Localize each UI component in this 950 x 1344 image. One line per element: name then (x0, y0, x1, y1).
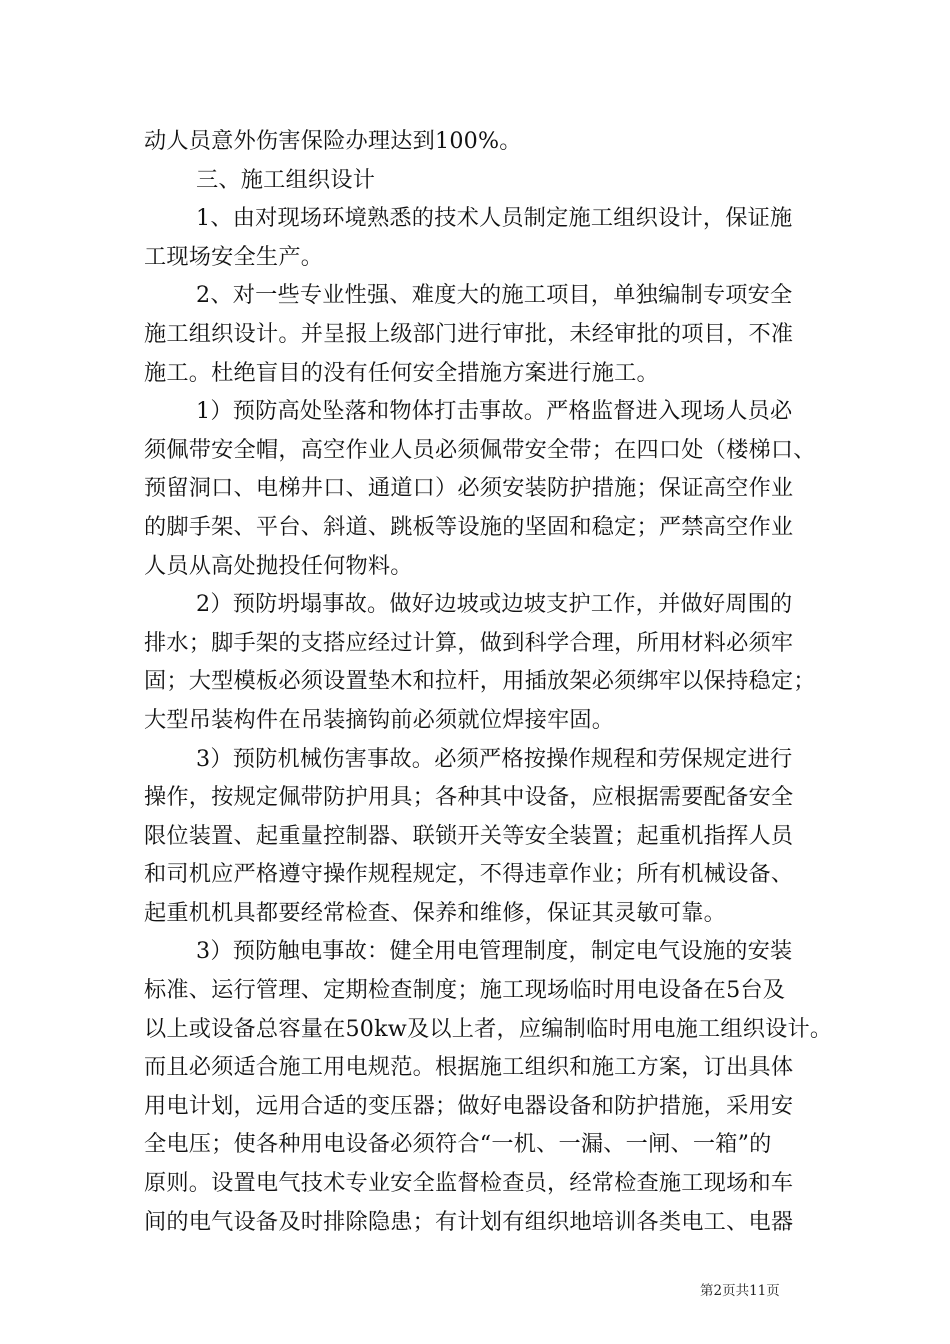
text-line: 人员从高处抛投任何物料。 (144, 552, 413, 579)
text-line: 动人员意外伤害保险办理达到100%。 (144, 128, 522, 154)
text-line: 须佩带安全帽，高空作业人员必须佩带安全带；在四口处（楼梯口、 (144, 436, 816, 463)
document-body (144, 122, 833, 1241)
paragraph-first-line: 3）预防触电事故：健全用电管理制度，制定电气设施的安装 (196, 938, 793, 965)
text-line: 排水；脚手架的支搭应经过计算，做到科学合理，所用材料必须牢 (144, 629, 794, 656)
text-line: 预留洞口、电梯井口、通道口）必须安装防护措施；保证高空作业 (144, 475, 794, 502)
paragraph-first-line: 3）预防机械伤害事故。必须严格按操作规程和劳保规定进行 (196, 745, 793, 772)
text-line: 操作，按规定佩带防护用具；各种其中设备，应根据需要配备安全 (144, 784, 794, 811)
text-line: 的脚手架、平台、斜道、跳板等设施的坚固和稳定；严禁高空作业 (144, 513, 794, 540)
text-line: 大型吊装构件在吊装摘钩前必须就位焊接牢固。 (144, 706, 615, 733)
paragraph-first-line: 三、施工组织设计 (196, 166, 376, 193)
text-line: 施工。杜绝盲目的没有任何安全措施方案进行施工。 (144, 359, 659, 386)
paragraph-first-line: 2、对一些专业性强、难度大的施工项目，单独编制专项安全 (196, 282, 793, 309)
text-line: 施工组织设计。并呈报上级部门进行审批，未经审批的项目，不准 (144, 320, 794, 347)
text-line: 工现场安全生产。 (144, 243, 324, 270)
text-line: 限位装置、起重量控制器、联锁开关等安全装置；起重机指挥人员 (144, 822, 794, 849)
page-number: 第2页共11页 (700, 1283, 780, 1299)
text-line: 间的电气设备及时排除隐患；有计划有组织地培训各类电工、电器 (144, 1208, 794, 1235)
paragraph-first-line: 1、由对现场环境熟悉的技术人员制定施工组织设计，保证施 (196, 205, 793, 232)
paragraph-first-line: 1）预防高处坠落和物体打击事故。严格监督进入现场人员必 (196, 398, 793, 425)
paragraph-first-line: 2）预防坍塌事故。做好边坡或边坡支护工作，并做好周围的 (196, 591, 793, 618)
text-line: 和司机应严格遵守操作规程规定，不得违章作业；所有机械设备、 (144, 861, 794, 888)
text-line: 标准、运行管理、定期检查制度；施工现场临时用电设备在5台及 (144, 977, 786, 1004)
text-line: 固；大型模板必须设置垫木和拉杆，用插放架必须绑牢以保持稳定； (144, 668, 816, 695)
text-line: 而且必须适合施工用电规范。根据施工组织和施工方案，订出具体 (144, 1054, 794, 1081)
text-line: 用电计划，远用合适的变压器；做好电器设备和防护措施，采用安 (144, 1092, 794, 1119)
text-line: 全电压；使各种用电设备必须符合“一机、一漏、一闸、一箱”的 (144, 1131, 772, 1158)
text-line: 起重机机具都要经常检查、保养和维修，保证其灵敏可靠。 (144, 899, 727, 926)
text-line: 原则。设置电气技术专业安全监督检查员，经常检查施工现场和车 (144, 1170, 794, 1197)
text-line: 以上或设备总容量在50kw及以上者，应编制临时用电施工组织设计。 (144, 1015, 833, 1042)
